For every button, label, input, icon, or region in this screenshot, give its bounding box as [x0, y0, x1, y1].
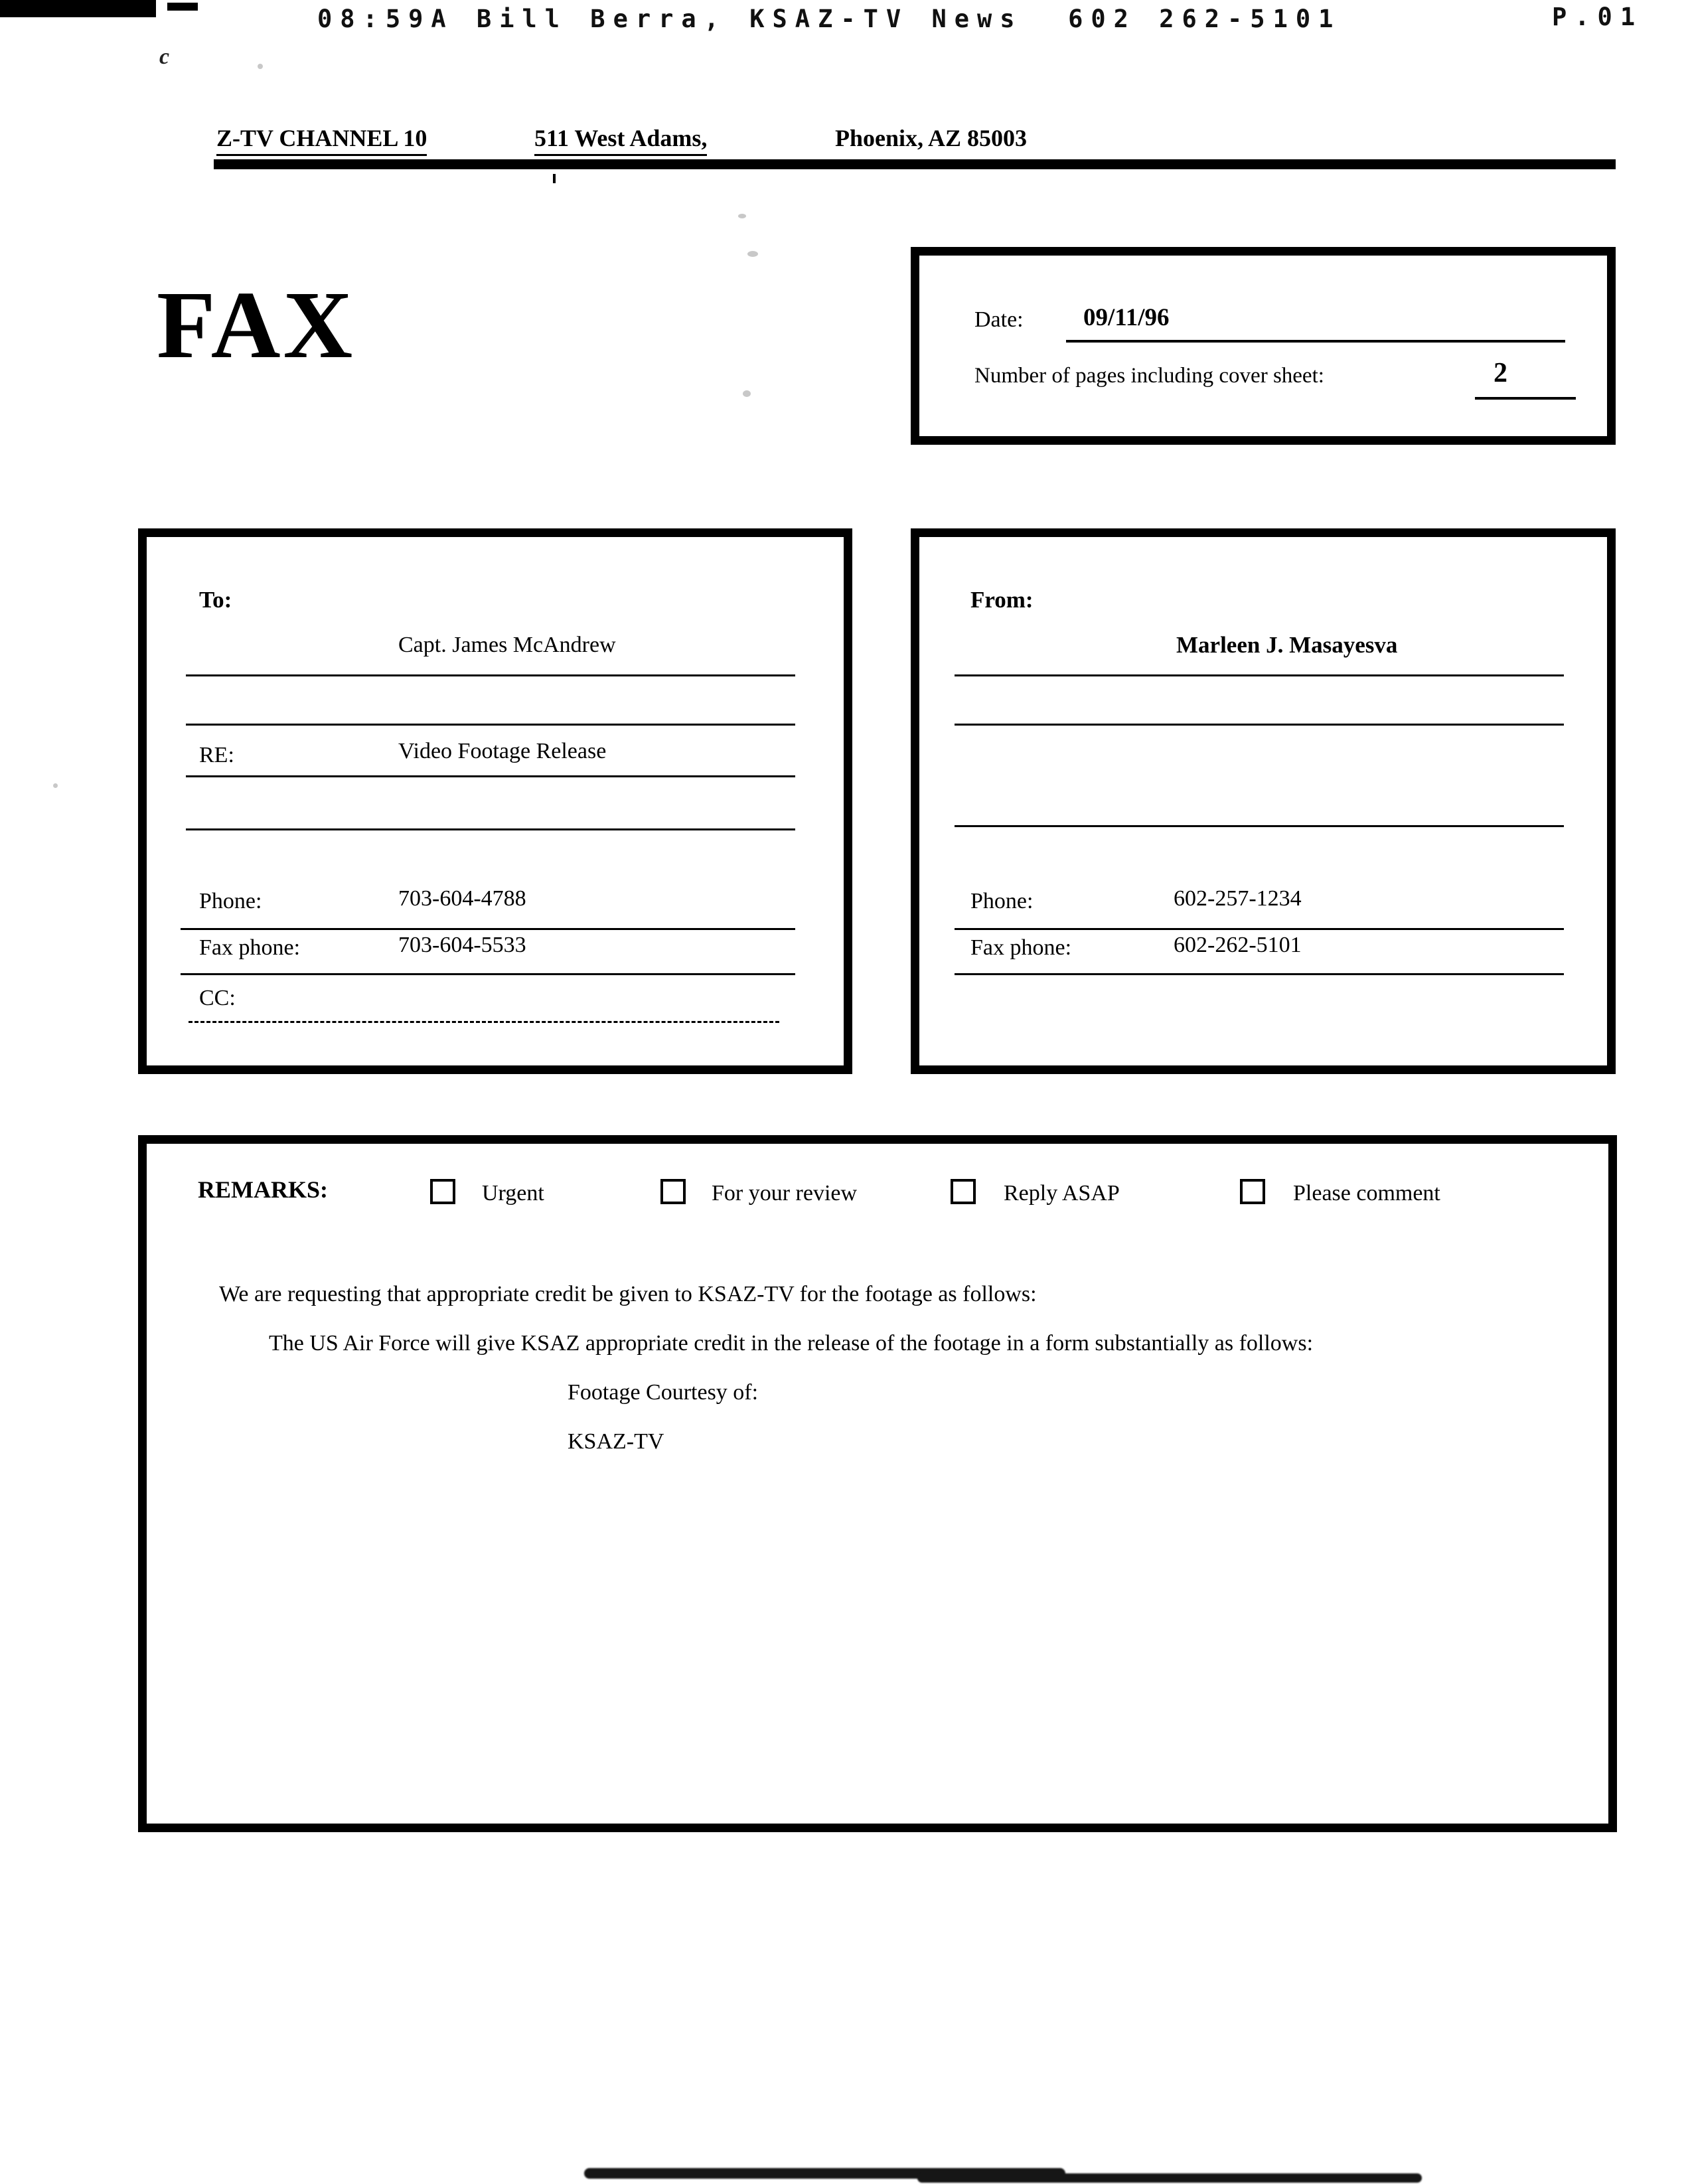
from-line-1 — [955, 674, 1564, 676]
to-name: Capt. James McAndrew — [398, 633, 616, 657]
from-phone-underline — [955, 928, 1564, 930]
date-box — [911, 247, 1616, 445]
remarks-label: REMARKS: — [198, 1176, 328, 1203]
to-box — [138, 528, 852, 1074]
pages-value: 2 — [1494, 358, 1507, 388]
from-phone-value: 602-257-1234 — [1174, 886, 1302, 911]
scan-speck — [53, 783, 58, 788]
from-fax-label: Fax phone: — [970, 935, 1072, 960]
checkbox-for-your-review — [660, 1179, 686, 1204]
remarks-body-line-1: We are requesting that appropriate credit be given to KSAZ-TV for the footage as follows: — [219, 1282, 1037, 1306]
cc-underline — [189, 1021, 779, 1023]
scan-speck — [258, 64, 263, 69]
to-fax-value: 703-604-5533 — [398, 933, 526, 957]
transmission-info: 08:59A Bill Berra, KSAZ-TV News 602 262-5101 — [317, 5, 1342, 33]
checkbox-please-comment — [1240, 1179, 1265, 1204]
scan-artifact-bottom-smudge — [917, 2173, 1422, 2183]
date-value: 09/11/96 — [1083, 304, 1170, 331]
scan-speck — [738, 214, 746, 218]
to-line-2 — [186, 724, 795, 726]
pages-underline — [1475, 397, 1576, 400]
scan-artifact-top-tick — [167, 3, 198, 11]
checkbox-urgent-label: Urgent — [482, 1181, 544, 1206]
from-phone-label: Phone: — [970, 889, 1034, 913]
remarks-body-line-3: Footage Courtesy of: — [568, 1380, 759, 1405]
to-fax-label: Fax phone: — [199, 935, 301, 960]
scan-speck — [747, 251, 758, 257]
to-phone-underline — [181, 928, 795, 930]
checkbox-for-your-review-label: For your review — [712, 1181, 858, 1206]
from-line-2 — [955, 724, 1564, 726]
scan-speck — [743, 390, 751, 397]
re-value: Video Footage Release — [398, 739, 607, 763]
fax-title: FAX — [157, 272, 356, 378]
to-line-4 — [186, 828, 795, 830]
date-label: Date: — [974, 307, 1024, 332]
station-name: Z-TV CHANNEL 10 — [216, 125, 427, 156]
scan-artifact-top-bar — [0, 0, 156, 17]
to-label: To: — [199, 587, 232, 613]
remarks-body-line-4: KSAZ-TV — [568, 1429, 664, 1454]
to-phone-value: 703-604-4788 — [398, 886, 526, 911]
from-name: Marleen J. Masayesva — [1176, 632, 1398, 658]
checkbox-please-comment-label: Please comment — [1293, 1181, 1440, 1206]
from-fax-underline — [955, 973, 1564, 975]
to-line-1 — [186, 674, 795, 676]
scan-artifact-mark: c — [159, 44, 170, 69]
from-fax-value: 602-262-5101 — [1174, 933, 1302, 957]
cc-label: CC: — [199, 986, 236, 1010]
from-label: From: — [970, 587, 1034, 613]
station-city: Phoenix, AZ 85003 — [835, 125, 1028, 151]
to-phone-label: Phone: — [199, 889, 262, 913]
pages-label: Number of pages including cover sheet: — [974, 364, 1324, 388]
remarks-box — [138, 1135, 1617, 1832]
station-address: 511 West Adams, — [534, 125, 707, 156]
checkbox-urgent — [430, 1179, 455, 1204]
re-label: RE: — [199, 743, 234, 767]
to-line-3 — [186, 775, 795, 777]
page-indicator: P.01 — [1552, 3, 1644, 31]
remarks-body-line-2: The US Air Force will give KSAZ appropriate credit in the release of the footage in a form substantially as follows: — [269, 1331, 1314, 1356]
to-fax-underline — [181, 973, 795, 975]
header-rule — [214, 159, 1616, 169]
checkbox-reply-asap — [951, 1179, 976, 1204]
date-underline — [1066, 340, 1565, 343]
scan-artifact-tick — [553, 174, 556, 183]
from-line-3 — [955, 825, 1564, 827]
checkbox-reply-asap-label: Reply ASAP — [1004, 1181, 1120, 1206]
